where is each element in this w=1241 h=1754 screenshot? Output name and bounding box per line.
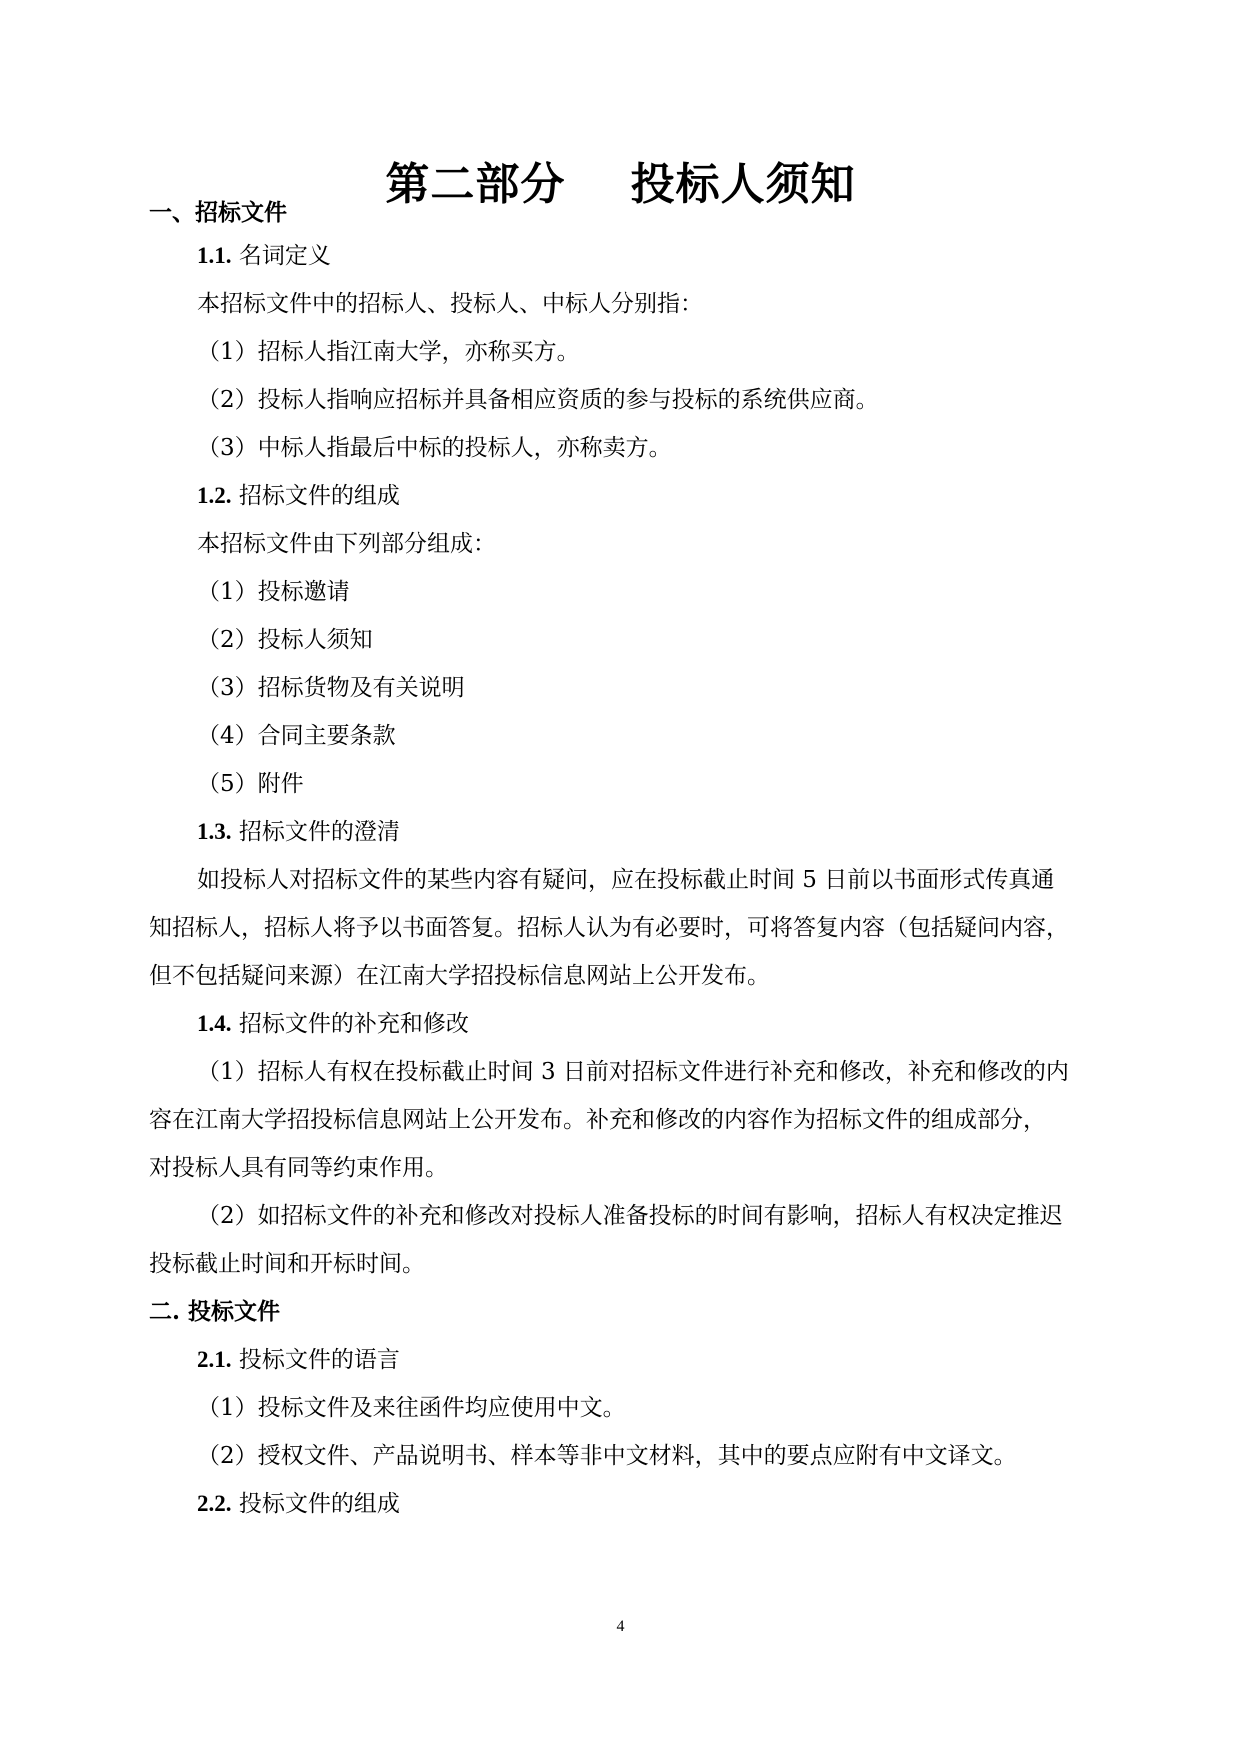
section-heading-1: 一、招标文件 [149, 199, 287, 226]
subsection-number: 2.1. [197, 1347, 232, 1372]
paragraph-line: 投标截止时间和开标时间。 [149, 1251, 425, 1277]
page-number: 4 [616, 1618, 625, 1635]
paragraph-line: 但不包括疑问来源）在江南大学招投标信息网站上公开发布。 [149, 963, 770, 989]
subsection-1-1 [197, 241, 331, 271]
section-heading-2: 二. 投标文件 [149, 1298, 281, 1325]
list-item: （2）授权文件、产品说明书、样本等非中文材料，其中的要点应附有中文译文。 [197, 1443, 1017, 1469]
subsection-2-2 [197, 1489, 400, 1519]
list-item: （1）投标邀请 [197, 579, 350, 605]
subsection-number: 1.2. [197, 483, 232, 508]
paragraph-line: 如投标人对招标文件的某些内容有疑问，应在投标截止时间 5 日前以书面形式传真通 [197, 867, 1055, 893]
list-item: （3）中标人指最后中标的投标人，亦称卖方。 [197, 435, 672, 461]
list-item: （2）投标人指响应招标并具备相应资质的参与投标的系统供应商。 [197, 387, 879, 413]
subsection-number: 1.4. [197, 1011, 232, 1036]
list-item: （1）投标文件及来往函件均应使用中文。 [197, 1395, 626, 1421]
subsection-1-2 [197, 481, 400, 511]
paragraph-line: 对投标人具有同等约束作用。 [149, 1155, 448, 1181]
subsection-1-4 [197, 1009, 469, 1039]
subsection-title: 投标文件的语言 [238, 1347, 400, 1373]
subsection-2-1 [197, 1345, 400, 1375]
list-item: （3）招标货物及有关说明 [197, 675, 465, 701]
subsection-title: 名词定义 [238, 243, 331, 269]
paragraph: 本招标文件中的招标人、投标人、中标人分别指： [197, 291, 703, 317]
list-item: （1）招标人指江南大学，亦称买方。 [197, 339, 580, 365]
paragraph-line: （1）招标人有权在投标截止时间 3 日前对招标文件进行补充和修改，补充和修改的内 [197, 1059, 1069, 1085]
subsection-title: 招标文件的补充和修改 [238, 1011, 469, 1037]
subsection-number: 2.2. [197, 1491, 232, 1516]
subsection-title: 招标文件的组成 [238, 483, 400, 509]
page-title: 第二部分 投标人须知 [385, 159, 856, 210]
subsection-number: 1.3. [197, 819, 232, 844]
subsection-title: 投标文件的组成 [238, 1491, 400, 1517]
list-item: （5）附件 [197, 771, 304, 797]
subsection-number: 1.1. [197, 243, 232, 268]
paragraph-line: （2）如招标文件的补充和修改对投标人准备投标的时间有影响，招标人有权决定推迟 [197, 1203, 1063, 1229]
subsection-title: 招标文件的澄清 [238, 819, 400, 845]
paragraph-line: 知招标人，招标人将予以书面答复。招标人认为有必要时，可将答复内容（包括疑问内容， [149, 915, 1069, 941]
paragraph-line: 容在江南大学招投标信息网站上公开发布。补充和修改的内容作为招标文件的组成部分， [149, 1107, 1046, 1133]
paragraph: 本招标文件由下列部分组成： [197, 531, 496, 557]
subsection-1-3 [197, 817, 400, 847]
list-item: （2）投标人须知 [197, 627, 373, 653]
list-item: （4）合同主要条款 [197, 723, 396, 749]
